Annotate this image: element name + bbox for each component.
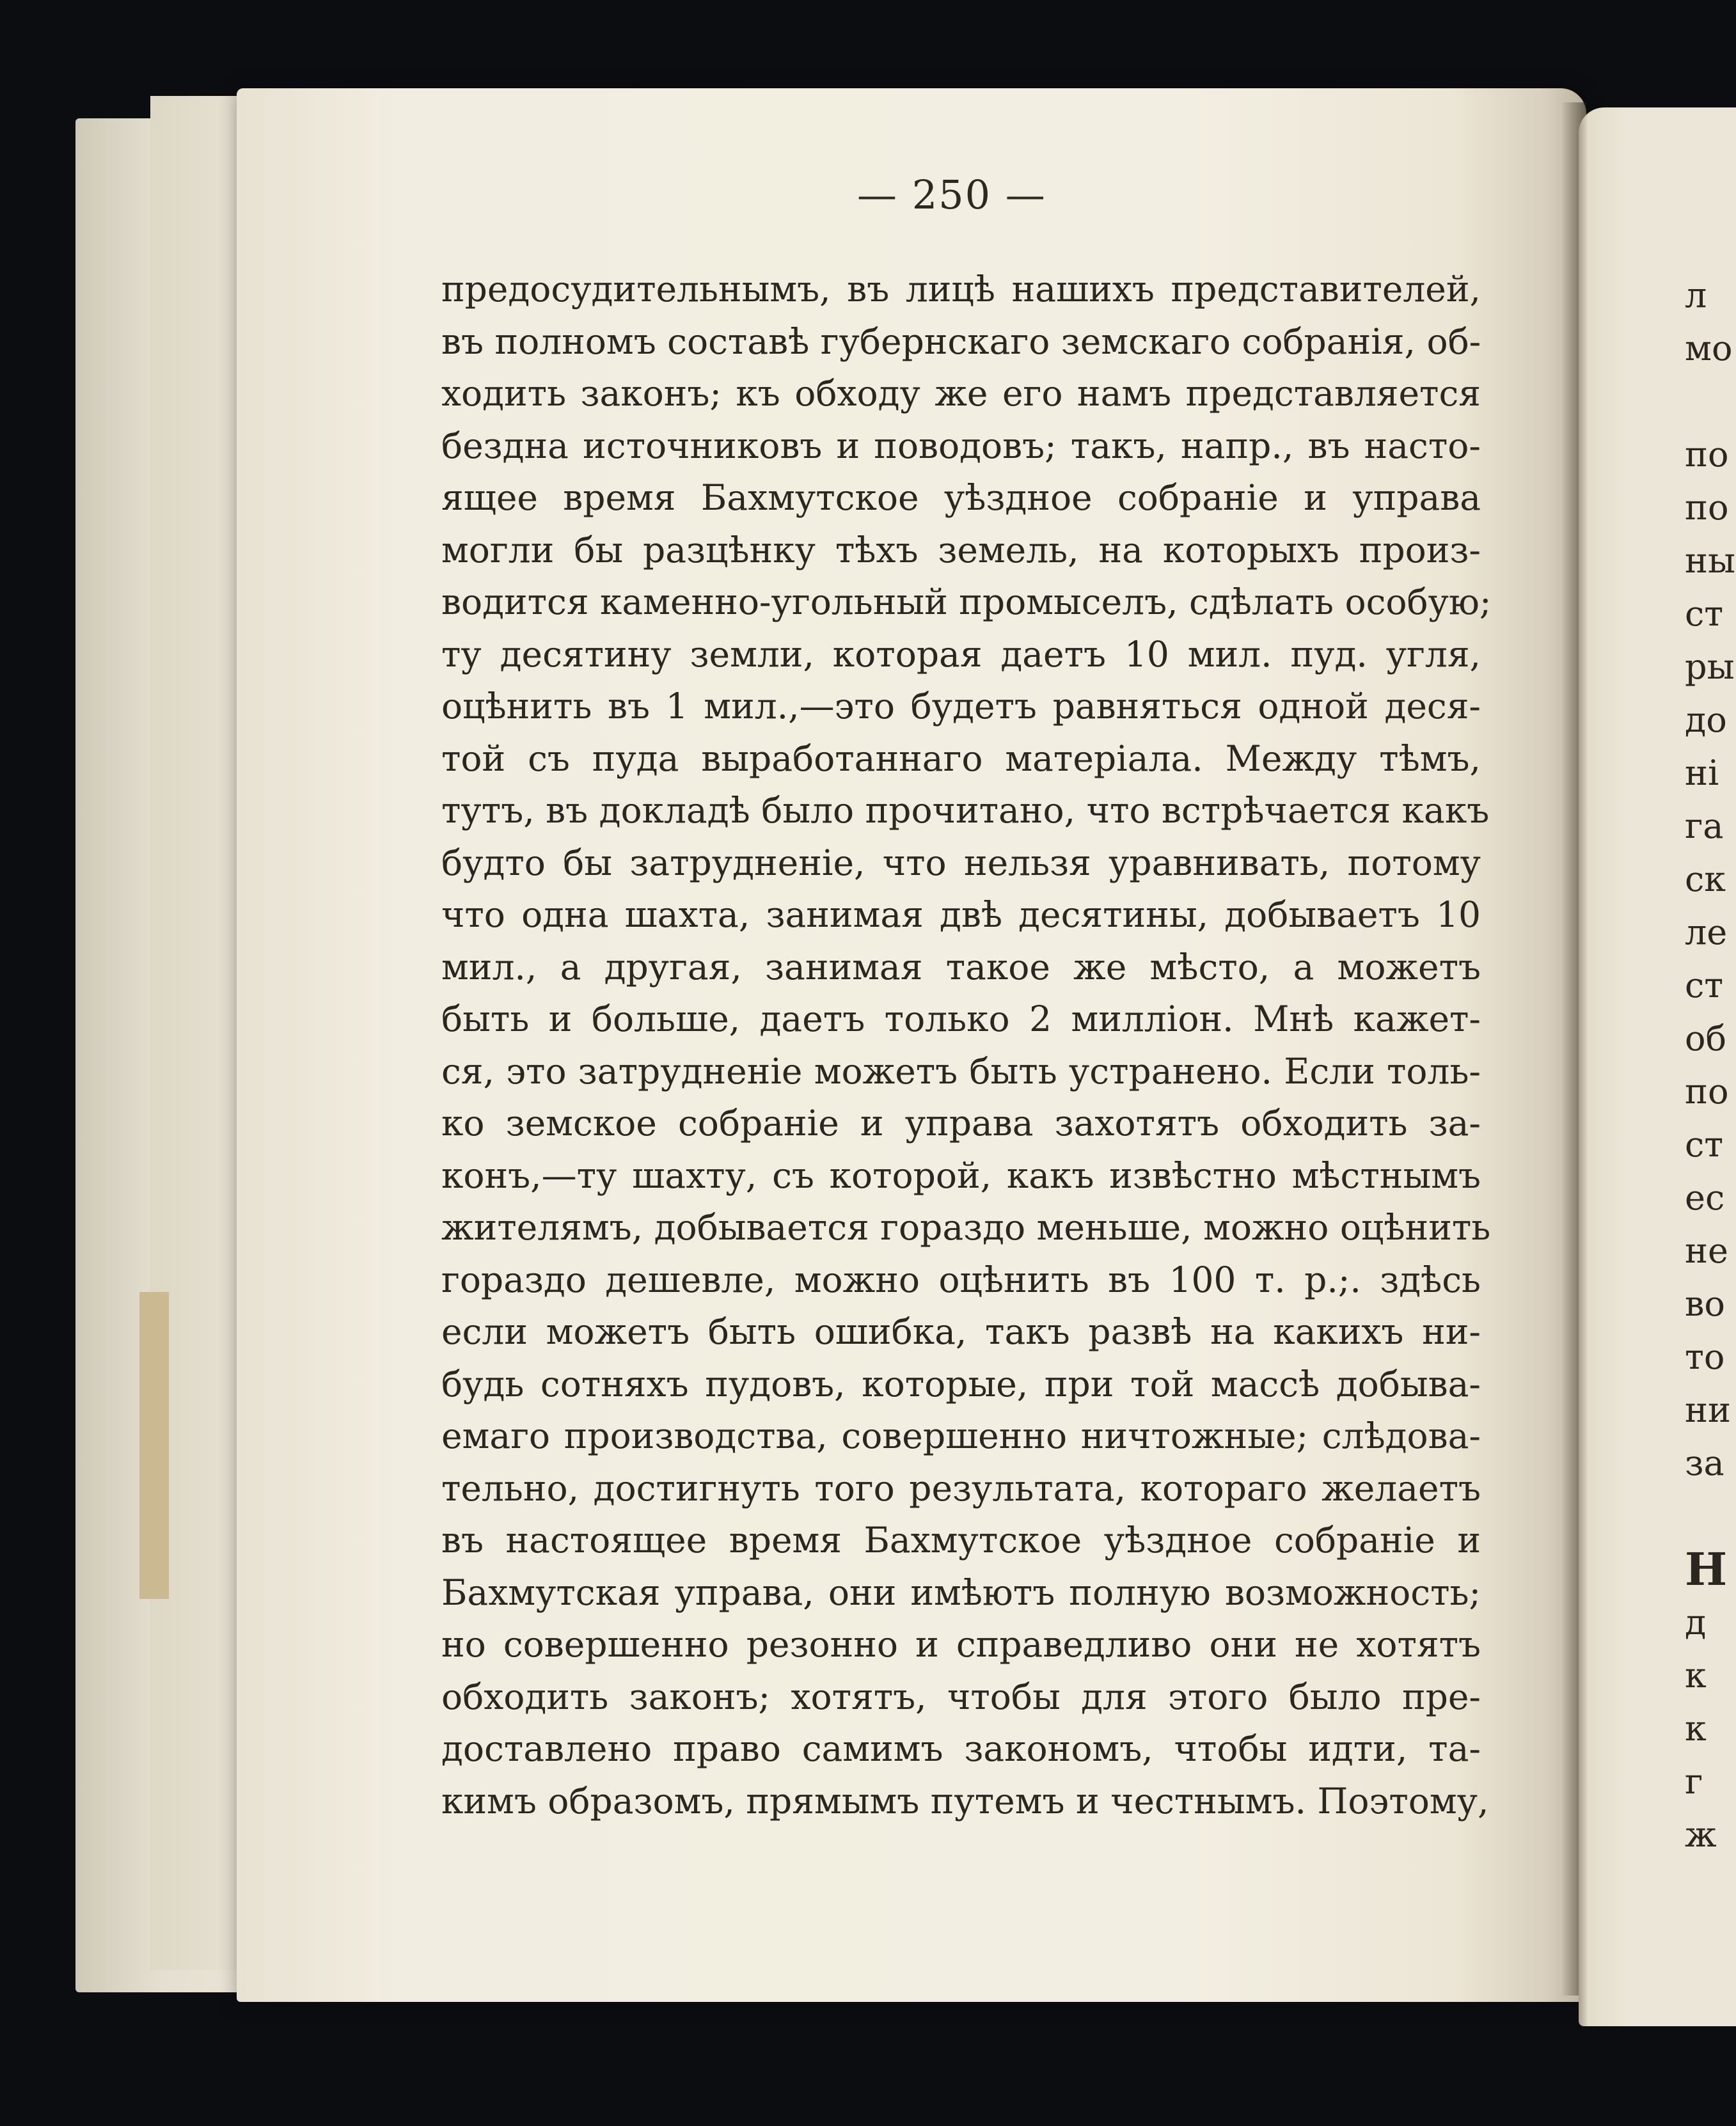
text-line: емаго производства, совершенно ничтожные; слѣдова- (441, 1415, 1481, 1456)
facing-text-fragment: ни (1685, 1390, 1731, 1430)
text-line: ко земское собраніе и управа захотятъ обходить за- (441, 1103, 1481, 1144)
text-line: ящее время Бахмутское уѣздное собраніе и управа (441, 477, 1481, 518)
text-line: Бахмутская управа, они имѣютъ полную возможность; (441, 1571, 1481, 1613)
facing-page-text (1685, 269, 1735, 1861)
facing-text-fragment: ж (1685, 1815, 1717, 1855)
facing-text-fragment: к (1685, 1708, 1707, 1749)
facing-text-fragment: не (1685, 1231, 1728, 1271)
facing-text-fragment: за (1685, 1443, 1724, 1483)
text-line: ходить законъ; къ обходу же его намъ представляется (441, 373, 1481, 414)
facing-text-fragment: до (1685, 700, 1727, 740)
facing-text-fragment: д (1685, 1602, 1707, 1642)
facing-text-fragment: об (1685, 1018, 1727, 1059)
facing-text-fragment: га (1685, 806, 1724, 846)
text-line: но совершенно резонно и справедливо они не хотятъ (441, 1624, 1481, 1665)
text-line: тельно, достигнуть того результата, котораго желаетъ (441, 1467, 1481, 1509)
text-line: въ настоящее время Бахмутское уѣздное собраніе и (441, 1520, 1481, 1561)
facing-text-fragment: г (1685, 1761, 1703, 1802)
facing-text-fragment: Н (1685, 1543, 1728, 1596)
text-line: ся, это затрудненіе можетъ быть устранено. Если толь- (441, 1050, 1481, 1092)
facing-text-fragment: мо (1685, 328, 1733, 368)
facing-text-fragment: во (1685, 1284, 1725, 1324)
facing-text-fragment: л (1685, 275, 1707, 315)
facing-text-fragment (1685, 375, 1735, 428)
text-line: бездна источниковъ и поводовъ; такъ, напр., въ насто- (441, 425, 1481, 466)
text-line: что одна шахта, занимая двѣ десятины, добываетъ 10 (441, 894, 1481, 935)
facing-text-fragment: ры (1685, 647, 1735, 687)
page-number: — 250 — (857, 171, 1046, 218)
page-body-text (441, 264, 1492, 1827)
text-line: ту десятину земли, которая даетъ 10 мил. пуд. угля, (441, 633, 1481, 675)
text-line: водится каменно-угольный промыселъ, сдѣлать особую; (441, 581, 1492, 622)
text-line: могли бы разцѣнку тѣхъ земель, на которыхъ произ- (441, 529, 1481, 571)
facing-text-fragment: по (1685, 487, 1729, 528)
facing-text-fragment: ст (1685, 1124, 1724, 1165)
facing-text-fragment: ны (1685, 540, 1735, 581)
text-line: если можетъ быть ошибка, такъ развѣ на какихъ ни- (441, 1311, 1481, 1352)
text-line: обходить законъ; хотятъ, чтобы для этого было пре- (441, 1676, 1481, 1717)
text-line: доставлено право самимъ закономъ, чтобы идти, та- (441, 1728, 1481, 1769)
text-line: въ полномъ составѣ губернскаго земскаго собранія, об- (441, 320, 1481, 362)
facing-text-fragment: ст (1685, 965, 1724, 1005)
facing-text-fragment: ес (1685, 1177, 1725, 1218)
text-line: тутъ, въ докладѣ было прочитано, что встрѣчается какъ (441, 790, 1490, 831)
facing-text-fragment: к (1685, 1655, 1707, 1696)
facing-text-fragment: ле (1685, 912, 1728, 952)
text-line: будто бы затрудненіе, что нельзя уравнивать, потому (441, 842, 1481, 883)
facing-text-fragment: ні (1685, 753, 1719, 793)
text-line: жителямъ, добывается гораздо меньше, можно оцѣнить (441, 1207, 1491, 1248)
text-line: будь сотняхъ пудовъ, которые, при той массѣ добыва- (441, 1363, 1481, 1405)
facing-text-fragment: по (1685, 1071, 1729, 1112)
text-line: конъ,—ту шахту, съ которой, какъ извѣстно мѣстнымъ (441, 1154, 1481, 1196)
facing-text-fragment: то (1685, 1337, 1725, 1377)
text-line: мил., а другая, занимая такое же мѣсто, а можетъ (441, 946, 1481, 988)
facing-text-fragment: ск (1685, 859, 1726, 899)
text-line: кимъ образомъ, прямымъ путемъ и честнымъ. Поэтому, (441, 1780, 1489, 1822)
facing-text-fragment (1685, 1490, 1735, 1543)
facing-text-fragment: ст (1685, 594, 1724, 634)
text-line: оцѣнить въ 1 мил.,—это будетъ равняться одной деся- (441, 686, 1481, 727)
text-line: той съ пуда выработаннаго матеріала. Между тѣмъ, (441, 737, 1481, 779)
text-line: гораздо дешевле, можно оцѣнить въ 100 т. р.;. здѣсь (441, 1259, 1481, 1300)
text-line: предосудительнымъ, въ лицѣ нашихъ представителей, (441, 269, 1481, 310)
text-line: быть и больше, даетъ только 2 милліон. Мнѣ кажет- (441, 998, 1481, 1039)
paper-tab-marker (139, 1292, 169, 1599)
facing-text-fragment: по (1685, 434, 1729, 475)
